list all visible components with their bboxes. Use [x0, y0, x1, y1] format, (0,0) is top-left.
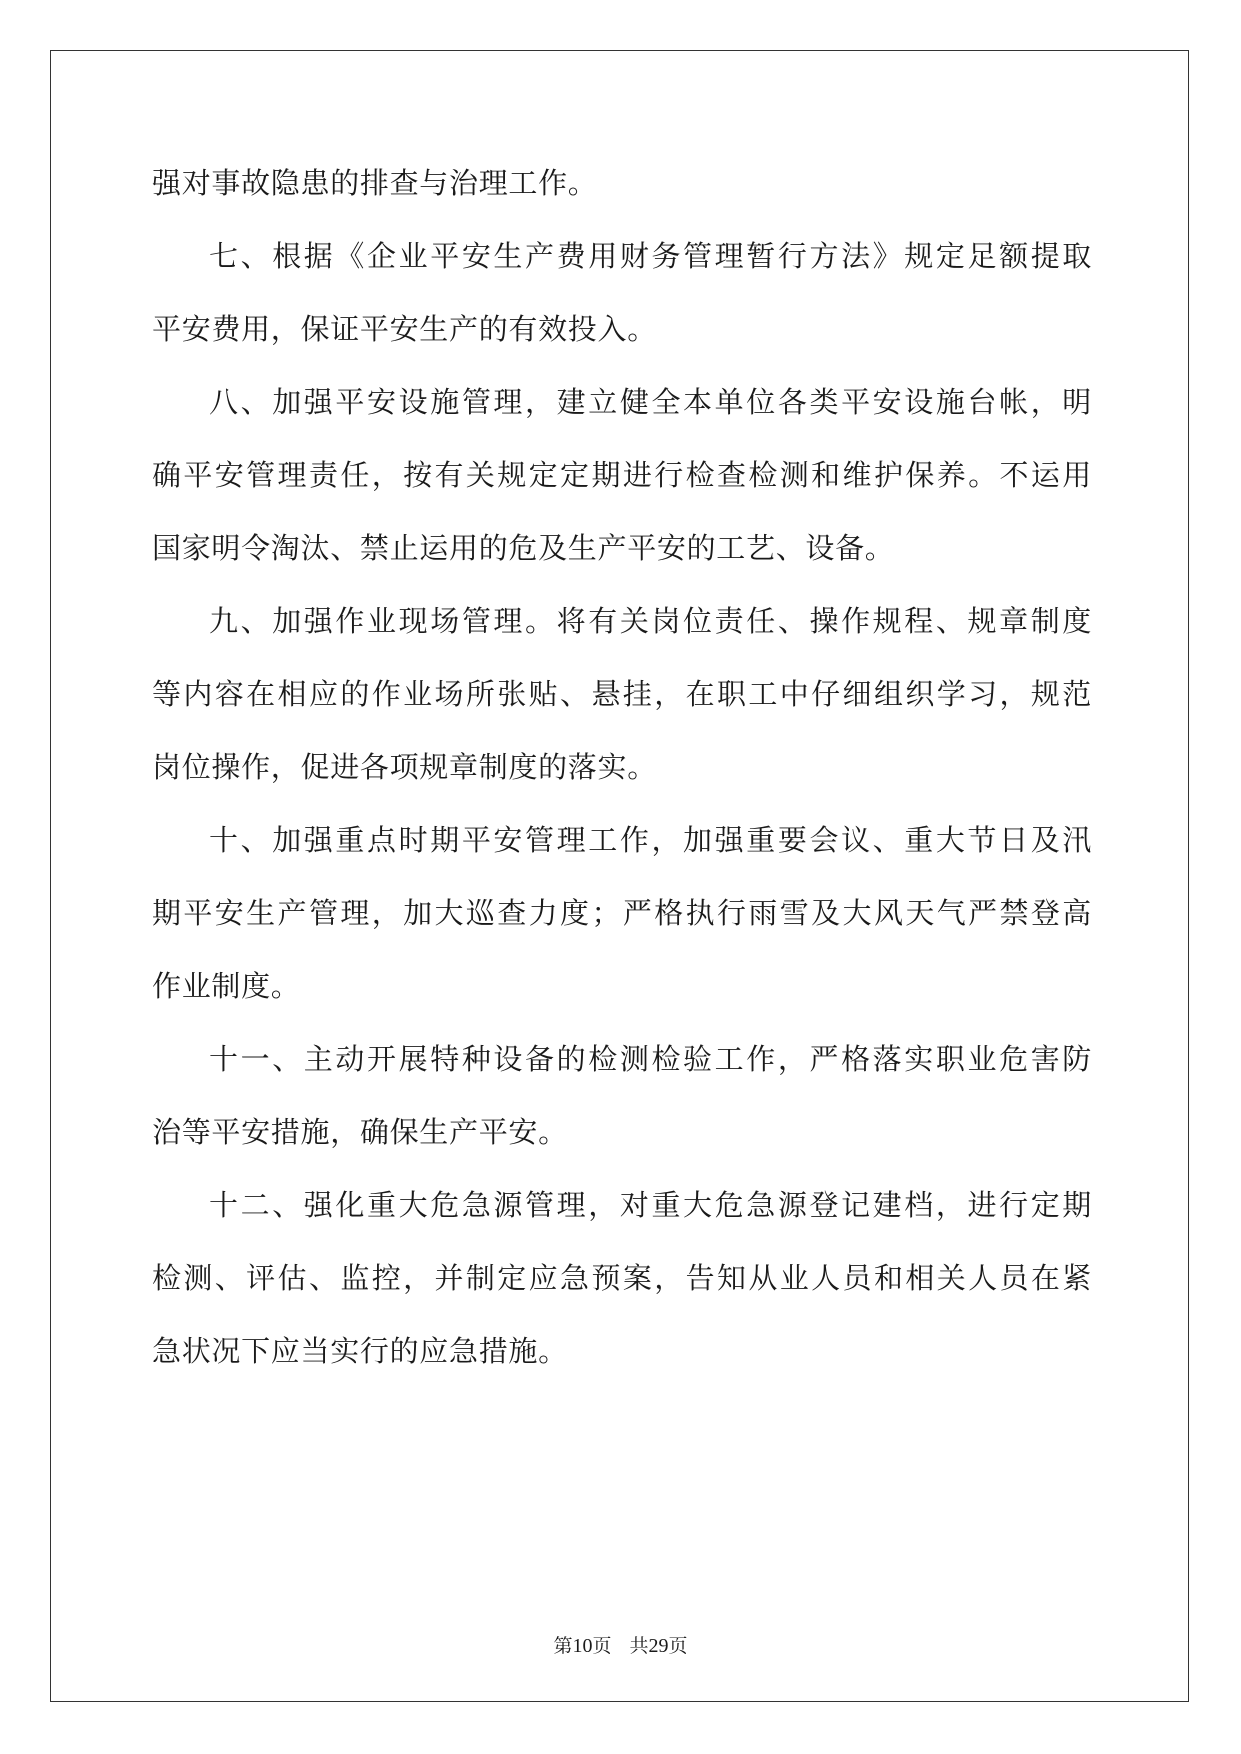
paragraph-8-line-1: 八、加强平安设施管理，建立健全本单位各类平安设施台帐，明 — [209, 385, 1092, 419]
page-suffix: 页 — [592, 1635, 612, 1657]
text-line-1: 强对事故隐患的排查与治理工作。 — [152, 166, 598, 200]
paragraph-12-line-1: 十二、强化重大危急源管理，对重大危急源登记建档，进行定期 — [209, 1188, 1092, 1222]
paragraph-9-line-3: 岗位操作，促进各项规章制度的落实。 — [152, 750, 657, 784]
paragraph-10-line-2: 期平安生产管理，加大巡查力度；严格执行雨雪及大风天气严禁登高 — [152, 896, 1092, 930]
page-footer — [0, 1631, 1241, 1658]
paragraph-12-line-2: 检测、评估、监控，并制定应急预案，告知从业人员和相关人员在紧 — [152, 1261, 1092, 1295]
paragraph-11-line-2: 治等平安措施，确保生产平安。 — [152, 1115, 568, 1149]
paragraph-7-line-2: 平安费用，保证平安生产的有效投入。 — [152, 312, 657, 346]
paragraph-8-line-3: 国家明令淘汰、禁止运用的危及生产平安的工艺、设备。 — [152, 531, 895, 565]
paragraph-11-line-1: 十一、主动开展特种设备的检测检验工作，严格落实职业危害防 — [209, 1042, 1092, 1076]
paragraph-8-line-2: 确平安管理责任，按有关规定定期进行检查检测和维护保养。不运用 — [152, 458, 1092, 492]
paragraph-9-line-2: 等内容在相应的作业场所张贴、悬挂，在职工中仔细组织学习，规范 — [152, 677, 1092, 711]
paragraph-9-line-1: 九、加强作业现场管理。将有关岗位责任、操作规程、规章制度 — [209, 604, 1092, 638]
total-prefix: 共 — [629, 1635, 649, 1657]
total-pages: 29 — [648, 1635, 669, 1657]
total-suffix: 页 — [668, 1635, 688, 1657]
paragraph-10-line-3: 作业制度。 — [152, 969, 301, 1003]
paragraph-10-line-1: 十、加强重点时期平安管理工作，加强重要会议、重大节日及汛 — [209, 823, 1092, 857]
page-prefix: 第 — [553, 1635, 573, 1657]
page-number: 10 — [572, 1635, 593, 1657]
paragraph-12-line-3: 急状况下应当实行的应急措施。 — [152, 1334, 568, 1368]
page-border — [50, 50, 1189, 1702]
paragraph-7-line-1: 七、根据《企业平安生产费用财务管理暂行方法》规定足额提取 — [209, 239, 1092, 273]
